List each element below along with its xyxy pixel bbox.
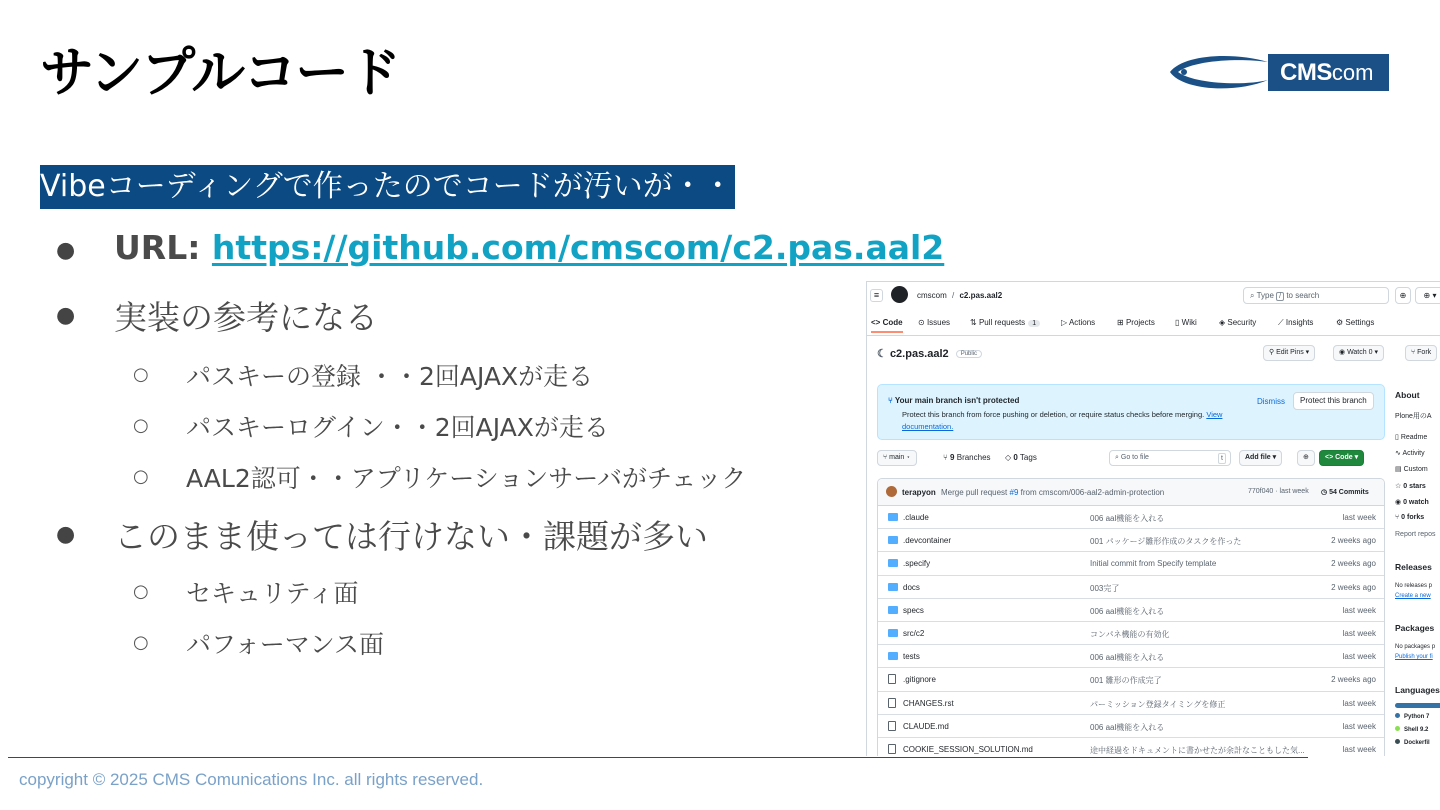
graph-icon: ⟋	[1278, 318, 1284, 327]
language-dockerfile[interactable]: Dockerfil	[1395, 739, 1430, 746]
file-icon	[888, 698, 896, 708]
branch-icon: ⑂	[943, 453, 948, 462]
file-commit-message[interactable]: コンパネ機能の有効化	[1090, 629, 1170, 639]
bullet-url	[114, 228, 944, 267]
tag-icon: ◇	[1005, 453, 1012, 462]
logo-com-text: com	[1331, 59, 1374, 85]
breadcrumb-repo[interactable]: c2.pas.aal2	[959, 291, 1003, 300]
file-row[interactable]	[878, 645, 1384, 668]
repo-link[interactable]: https://github.com/cmscom/c2.pas.aal2	[211, 228, 945, 267]
file-date: 2 weeks ago	[1331, 559, 1376, 569]
file-date: last week	[1342, 513, 1376, 522]
watchers-link[interactable]: ◉ 0 watch	[1395, 499, 1429, 506]
file-commit-message[interactable]: 006 aal機能を入れる	[1090, 514, 1165, 523]
sub-bullet-passkey-register: パスキーの登録 ・・2回AJAXが走る	[186, 362, 594, 391]
bullet-marker: ●	[56, 522, 76, 547]
logo-swoosh-icon	[1164, 50, 1274, 94]
logo-wordmark	[1268, 54, 1389, 91]
edit-pins-button[interactable]: ⚲ Edit Pins ▾	[1263, 345, 1315, 361]
file-row[interactable]	[878, 738, 1384, 756]
sub-bullet-marker: ○	[133, 415, 149, 436]
logo-cms-text: CMS	[1280, 58, 1332, 86]
file-commit-message[interactable]: 006 aal機能を入れる	[1090, 653, 1165, 663]
folder-icon	[888, 652, 898, 660]
latest-commit	[878, 479, 1384, 506]
file-row[interactable]	[878, 692, 1384, 715]
tab-pull-requests[interactable]: ⇅ Pull requests 1	[970, 318, 1040, 327]
github-screenshot	[866, 281, 1440, 756]
branch-protection-banner	[877, 384, 1385, 440]
repo-tabs	[867, 314, 1440, 336]
dismiss-button[interactable]: Dismiss	[1257, 397, 1285, 406]
file-row[interactable]	[878, 668, 1384, 691]
bullet-marker: ●	[56, 238, 76, 263]
file-date: last week	[1342, 652, 1376, 662]
sub-bullet-security: セキュリティ面	[186, 579, 359, 608]
file-date: 2 weeks ago	[1331, 536, 1376, 546]
pulse-icon: ∿	[1395, 450, 1401, 457]
eye-icon: ◉	[1395, 499, 1402, 506]
file-commit-message[interactable]: 001 雛形の作成完了	[1090, 676, 1162, 686]
sub-bullet-passkey-login: パスキーログイン・・2回AJAXが走る	[186, 413, 609, 442]
commit-author[interactable]: terapyon	[902, 488, 936, 497]
file-name[interactable]: COOKIE_SESSION_SOLUTION.md	[903, 744, 1033, 754]
sub-bullet-marker: ○	[133, 466, 149, 487]
avatar[interactable]	[886, 486, 897, 497]
gear-icon: ⚙	[1336, 318, 1344, 327]
file-commit-message[interactable]: 006 aal機能を入れる	[1090, 606, 1165, 616]
tab-actions[interactable]: ▷ Actions	[1061, 318, 1096, 327]
pull-request-count: 1	[1028, 320, 1040, 327]
file-date: 2 weeks ago	[1331, 582, 1376, 592]
file-date: last week	[1342, 628, 1376, 638]
slide-title: サンプルコード	[40, 41, 400, 104]
releases-heading: Releases	[1395, 562, 1432, 572]
packages-empty: No packages p	[1395, 644, 1436, 650]
fork-icon: ⑂	[1395, 514, 1400, 521]
folder-icon	[888, 629, 898, 637]
branch-toolbar	[877, 450, 1385, 468]
github-logo-icon[interactable]	[891, 286, 908, 303]
file-row[interactable]	[878, 506, 1384, 529]
shield-icon: ◈	[1219, 318, 1226, 327]
sub-bullet-performance: パフォーマンス面	[186, 630, 385, 659]
folder-icon	[888, 559, 898, 567]
about-heading: About	[1395, 390, 1420, 400]
about-description: Plone用のA	[1395, 413, 1432, 420]
repo-title: ☾ c2.pas.aal2 Public	[877, 347, 982, 360]
search-key-hint: /	[1276, 292, 1284, 301]
file-row[interactable]	[878, 715, 1384, 738]
sub-bullet-marker: ○	[133, 632, 149, 653]
forks-link[interactable]: ⑂ 0 forks	[1395, 514, 1425, 521]
issues-icon: ⊙	[918, 318, 925, 327]
note-icon: ▤	[1395, 466, 1402, 473]
commits-link[interactable]: ◷ 54 Commits	[1321, 489, 1369, 496]
github-header	[867, 282, 1440, 310]
protection-title: ⑂ Your main branch isn't protected	[888, 396, 1020, 405]
file-commit-message[interactable]: 途中経過をドキュメントに書かせたが余計なこともした気...	[1090, 745, 1305, 755]
url-label: URL:	[114, 228, 212, 267]
pull-request-icon: ⇅	[970, 318, 977, 327]
sub-bullet-aal2: AAL2認可・・アプリケーションサーバがチェック	[186, 464, 747, 493]
file-date: last week	[1342, 698, 1376, 708]
copilot-icon[interactable]: ⊕	[1395, 287, 1411, 304]
packages-heading: Packages	[1395, 623, 1435, 633]
search-suffix: to search	[1286, 291, 1320, 300]
tab-wiki[interactable]: ▯ Wiki	[1175, 318, 1197, 327]
branches-link[interactable]: ⑂ 9 Branches	[943, 453, 991, 462]
file-name[interactable]: src/c2	[903, 628, 925, 638]
report-link[interactable]: Report repos	[1395, 531, 1436, 538]
file-name[interactable]: docs	[903, 582, 920, 592]
tab-issues[interactable]: ⊙ Issues	[918, 318, 951, 327]
pin-icon: ⚲	[1269, 349, 1275, 356]
bullet-marker: ●	[56, 303, 76, 328]
protect-branch-button[interactable]: Protect this branch	[1293, 392, 1374, 410]
file-row[interactable]	[878, 552, 1384, 575]
folder-icon	[888, 583, 898, 591]
search-input[interactable]	[1243, 287, 1389, 304]
file-commit-message[interactable]: Initial commit from Specify template	[1090, 559, 1217, 569]
tab-code[interactable]: <> Code	[871, 318, 903, 333]
publish-package-link[interactable]: Publish your fi	[1395, 654, 1433, 660]
activity-link[interactable]: ∿ Activity	[1395, 450, 1425, 457]
language-python[interactable]: Python 7	[1395, 713, 1429, 720]
eye-icon: ◉	[1339, 349, 1346, 356]
language-bar	[1395, 703, 1440, 708]
file-row[interactable]	[878, 622, 1384, 645]
sub-bullet-marker: ○	[133, 364, 149, 385]
cms-logo	[1164, 50, 1390, 94]
hamburger-icon[interactable]: ≡	[870, 289, 883, 302]
file-commit-message[interactable]: 001 パッケージ雛形作成のタスクを作った	[1090, 537, 1242, 547]
file-date: last week	[1342, 744, 1376, 754]
go-to-file-input[interactable]: ⌕ Go to file t	[1109, 450, 1231, 466]
sub-bullet-marker: ○	[133, 581, 149, 602]
repo-breadcrumb	[917, 291, 1002, 300]
file-date: last week	[1342, 605, 1376, 615]
bullet-reference: 実装の参考になる	[114, 298, 378, 337]
tab-projects[interactable]: ⊞ Projects	[1117, 318, 1155, 327]
code-button[interactable]: <> Code ▾	[1319, 450, 1364, 466]
file-commit-message[interactable]: 006 aal機能を入れる	[1090, 722, 1165, 732]
releases-empty: No releases p	[1395, 583, 1433, 589]
create-new-icon[interactable]: ⊕ ▾	[1415, 287, 1440, 304]
file-icon	[888, 721, 896, 731]
file-commit-message[interactable]: 003完了	[1090, 583, 1120, 593]
fork-button[interactable]: ⑂ Fork	[1405, 345, 1437, 361]
fork-icon: ⑂	[1411, 349, 1416, 356]
highlight-banner: Vibeコーディングで作ったのでコードが汚いが・・	[40, 165, 735, 209]
create-release-link[interactable]: Create a new	[1395, 593, 1431, 599]
history-icon: ◷	[1321, 489, 1328, 496]
copilot-icon[interactable]: ⊕	[1297, 450, 1315, 466]
file-date: last week	[1342, 721, 1376, 731]
tab-security[interactable]: ◈ Security	[1219, 318, 1257, 327]
language-shell[interactable]: Shell 9.2	[1395, 726, 1428, 733]
file-row[interactable]	[878, 576, 1384, 599]
search-prefix: Type	[1256, 291, 1274, 300]
branch-icon: ⑂	[883, 454, 888, 461]
watch-button[interactable]: ◉ Watch 0 ▾	[1333, 345, 1384, 361]
file-name[interactable]: CLAUDE.md	[903, 721, 949, 731]
visibility-badge: Public	[956, 350, 982, 358]
tab-settings[interactable]: ⚙ Settings	[1336, 318, 1375, 327]
repo-icon: ☾	[877, 348, 887, 360]
file-commit-message[interactable]: パーミッション登録タイミングを修正	[1090, 699, 1226, 709]
view-documentation-link[interactable]: View documentation.	[902, 410, 1223, 431]
file-name[interactable]: tests	[903, 652, 920, 662]
folder-icon	[888, 536, 898, 544]
file-icon	[888, 744, 896, 754]
file-name[interactable]: .gitignore	[903, 675, 936, 685]
actions-icon: ▷	[1061, 318, 1068, 327]
tab-insights[interactable]: ⟋ Insights	[1278, 318, 1314, 327]
folder-icon	[888, 606, 898, 614]
file-name[interactable]: specs	[903, 605, 924, 615]
protection-description: Protect this branch from force pushing or deletion, or require status checks before merging. View documentation.	[902, 410, 1223, 431]
breadcrumb-separator: /	[952, 291, 955, 300]
custom-properties-link[interactable]: ▤ Custom	[1395, 466, 1428, 473]
bullet-issues: このまま使っては行けない・課題が多い	[114, 517, 708, 556]
footer-divider	[8, 757, 1308, 758]
readme-link[interactable]: ▯ Readme	[1395, 434, 1428, 441]
wiki-icon: ▯	[1175, 318, 1180, 327]
search-icon: ⌕	[1115, 454, 1119, 461]
star-icon: ☆	[1395, 483, 1402, 490]
folder-icon	[888, 513, 898, 521]
branch-select[interactable]: ⑂ main ▾	[877, 450, 917, 466]
stars-link[interactable]: ☆ 0 stars	[1395, 483, 1426, 490]
languages-heading: Languages	[1395, 685, 1440, 695]
branch-icon: ⑂	[888, 396, 893, 405]
commit-hash[interactable]: 770f040 · last week	[1248, 488, 1309, 495]
file-name[interactable]: CHANGES.rst	[903, 698, 954, 708]
add-file-button[interactable]: Add file ▾	[1239, 450, 1282, 466]
file-row[interactable]	[878, 529, 1384, 552]
commit-message[interactable]: Merge pull request #9 from cmscom/006-aal2-admin-protection	[941, 488, 1165, 497]
file-name[interactable]: .specify	[903, 559, 931, 569]
projects-icon: ⊞	[1117, 318, 1124, 327]
tags-link[interactable]: ◇ 0 Tags	[1005, 453, 1037, 462]
book-icon: ▯	[1395, 434, 1399, 441]
file-icon	[888, 674, 896, 684]
file-name[interactable]: .claude	[903, 513, 929, 522]
search-icon: ⌕	[1250, 291, 1255, 300]
breadcrumb-org[interactable]: cmscom	[917, 291, 947, 300]
file-row[interactable]	[878, 599, 1384, 622]
file-date: 2 weeks ago	[1331, 675, 1376, 685]
file-list	[877, 478, 1385, 756]
copyright-footer: copyright © 2025 CMS Comunications Inc. all rights reserved.	[19, 770, 484, 789]
file-name[interactable]: .devcontainer	[903, 536, 952, 546]
